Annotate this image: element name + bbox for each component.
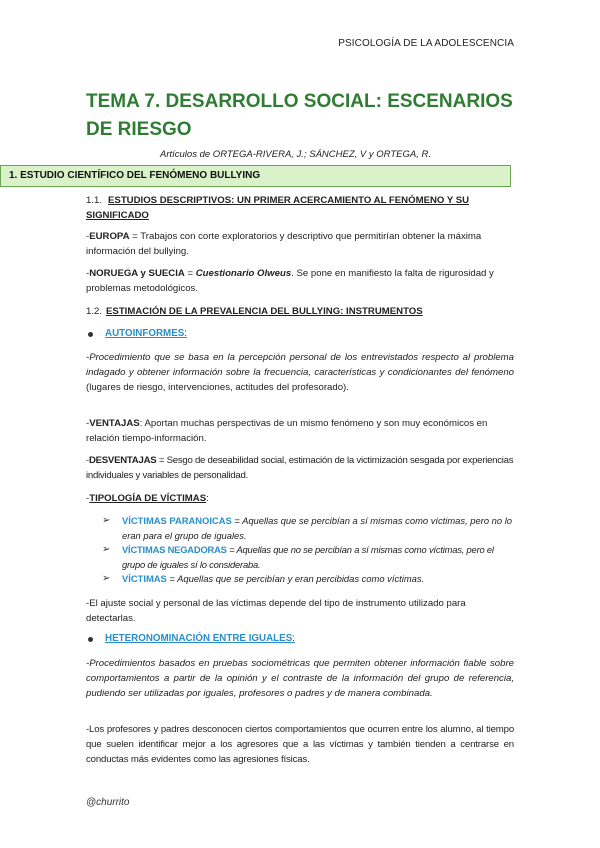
ajuste-paragraph: -El ajuste social y personal de las víctimas depende del tipo de instrumento utilizado para detectarlas. bbox=[86, 598, 466, 624]
olweus-term: Cuestionario Olweus bbox=[195, 268, 292, 279]
tipologia-heading bbox=[86, 491, 514, 506]
ventajas-text: : Aportan muchas perspectivas de un mismo fenómeno y son muy económicos en relación tiempo-información. bbox=[86, 418, 488, 444]
subsection-1-2 bbox=[86, 304, 514, 319]
europa-term: EUROPA bbox=[89, 231, 130, 242]
colon: : bbox=[292, 633, 295, 644]
colon: : bbox=[184, 328, 188, 339]
victima-term: VÍCTIMAS NEGADORAS bbox=[122, 544, 227, 555]
subsection-number: 1.1. bbox=[86, 195, 103, 206]
europa-text: = Trabajos con corte exploratorios y descriptivo que permitirían obtener la máxima información del bullying. bbox=[86, 231, 482, 257]
dash: - bbox=[86, 418, 90, 429]
procedimiento-heteronominacion: -Procedimientos basados en pruebas sociométricas que permiten obtener información fiable sobre comportamientos a partir de la opinión y el contraste de la información del grupo de referencia, pudiendo ser utilizadas por iguales, profesores o padres y de manera combinada. bbox=[86, 658, 514, 699]
autoinformes-label: AUTOINFORMES bbox=[105, 328, 185, 339]
noruega-paragraph bbox=[86, 266, 514, 296]
bullet-heteronominacion bbox=[105, 633, 295, 644]
procedimiento-italic: -Procedimiento que se basa en la percepción personal de los entrevistados respecto al problema indagado y obtener información sobre la frecuencia, características y condicionantes del fenómeno bbox=[86, 352, 514, 378]
desventajas-term: DESVENTAJAS bbox=[88, 455, 157, 466]
subsection-title: ESTUDIOS DESCRIPTIVOS: UN PRIMER ACERCAMIENTO AL FENÓMENO Y SU SIGNIFICADO bbox=[86, 195, 470, 221]
victima-term: VÍCTIMAS PARANOICAS bbox=[122, 515, 232, 526]
arrow-icon: ➢ bbox=[102, 544, 111, 555]
procedimiento-plain: (lugares de riesgo, intervenciones, actitudes del profesorado). bbox=[86, 382, 349, 393]
page-header: PSICOLOGÍA DE LA ADOLESCENCIA bbox=[338, 38, 514, 49]
equals: = bbox=[184, 268, 196, 279]
colon: : bbox=[206, 493, 209, 504]
subsection-title: ESTIMACIÓN DE LA PREVALENCIA DEL BULLYING: INSTRUMENTOS bbox=[106, 306, 423, 317]
victima-text: = Aquellas que se percibían a sí mismas como víctimas, pero no lo eran para el grupo de iguales. bbox=[122, 515, 512, 541]
dash: - bbox=[86, 493, 90, 504]
victima-item bbox=[102, 572, 514, 587]
footer-author: @churrito bbox=[86, 797, 130, 808]
subsection-1-1 bbox=[86, 193, 514, 223]
tipologia-label: TIPOLOGÍA DE VÍCTIMAS bbox=[89, 493, 207, 504]
heteronominacion-label: HETERONOMINACIÓN ENTRE IGUALES bbox=[105, 633, 293, 644]
victima-item bbox=[102, 543, 514, 572]
ventajas-term: VENTAJAS bbox=[89, 418, 140, 429]
noruega-term: NORUEGA y SUECIA bbox=[89, 268, 185, 279]
victima-term: VÍCTIMAS bbox=[122, 573, 167, 584]
victima-text: = Aquellas que no se percibían a sí mismas como víctimas, pero el grupo de iguales sí lo consideraba. bbox=[122, 544, 494, 570]
section-heading-1 bbox=[0, 165, 511, 187]
victima-text: = Aquellas que se percibían y eran percibidas como víctimas. bbox=[166, 573, 425, 584]
dash: - bbox=[86, 268, 90, 279]
page-title: TEMA 7. DESARROLLO SOCIAL: ESCENARIOS DE RIESGO bbox=[86, 91, 513, 140]
arrow-icon: ➢ bbox=[102, 515, 111, 526]
desventajas-paragraph bbox=[86, 453, 514, 483]
ventajas-paragraph bbox=[86, 416, 514, 446]
europa-paragraph bbox=[86, 229, 514, 259]
dash: - bbox=[86, 455, 89, 466]
profesores-paragraph: -Los profesores y padres desconocen ciertos comportamientos que ocurren entre los alumno, al tiempo que suelen identificar mejor a los agresores que a las víctimas y también tienden a centrarse en conductas más evidentes como las agresiones físicas. bbox=[86, 724, 514, 765]
noruega-text: . Se pone en manifiesto la falta de rigurosidad y problemas metodológicos. bbox=[86, 268, 494, 294]
victima-item bbox=[102, 514, 514, 543]
section-heading-label: 1. ESTUDIO CIENTÍFICO DEL FENÓMENO BULLYING bbox=[9, 170, 261, 181]
procedimiento-autoinformes bbox=[86, 350, 514, 395]
subsection-number: 1.2. bbox=[86, 306, 103, 317]
authors-line: Artículos de ORTEGA-RIVERA, J.; SÁNCHEZ, V y ORTEGA, R. bbox=[160, 149, 431, 160]
dash: - bbox=[86, 231, 90, 242]
desventajas-text: = Sesgo de deseabilidad social, estimación de la victimización sesgada por experiencias individuales y variables de personalidad. bbox=[86, 455, 514, 481]
bullet-autoinformes bbox=[105, 328, 187, 339]
arrow-icon: ➢ bbox=[102, 573, 111, 584]
